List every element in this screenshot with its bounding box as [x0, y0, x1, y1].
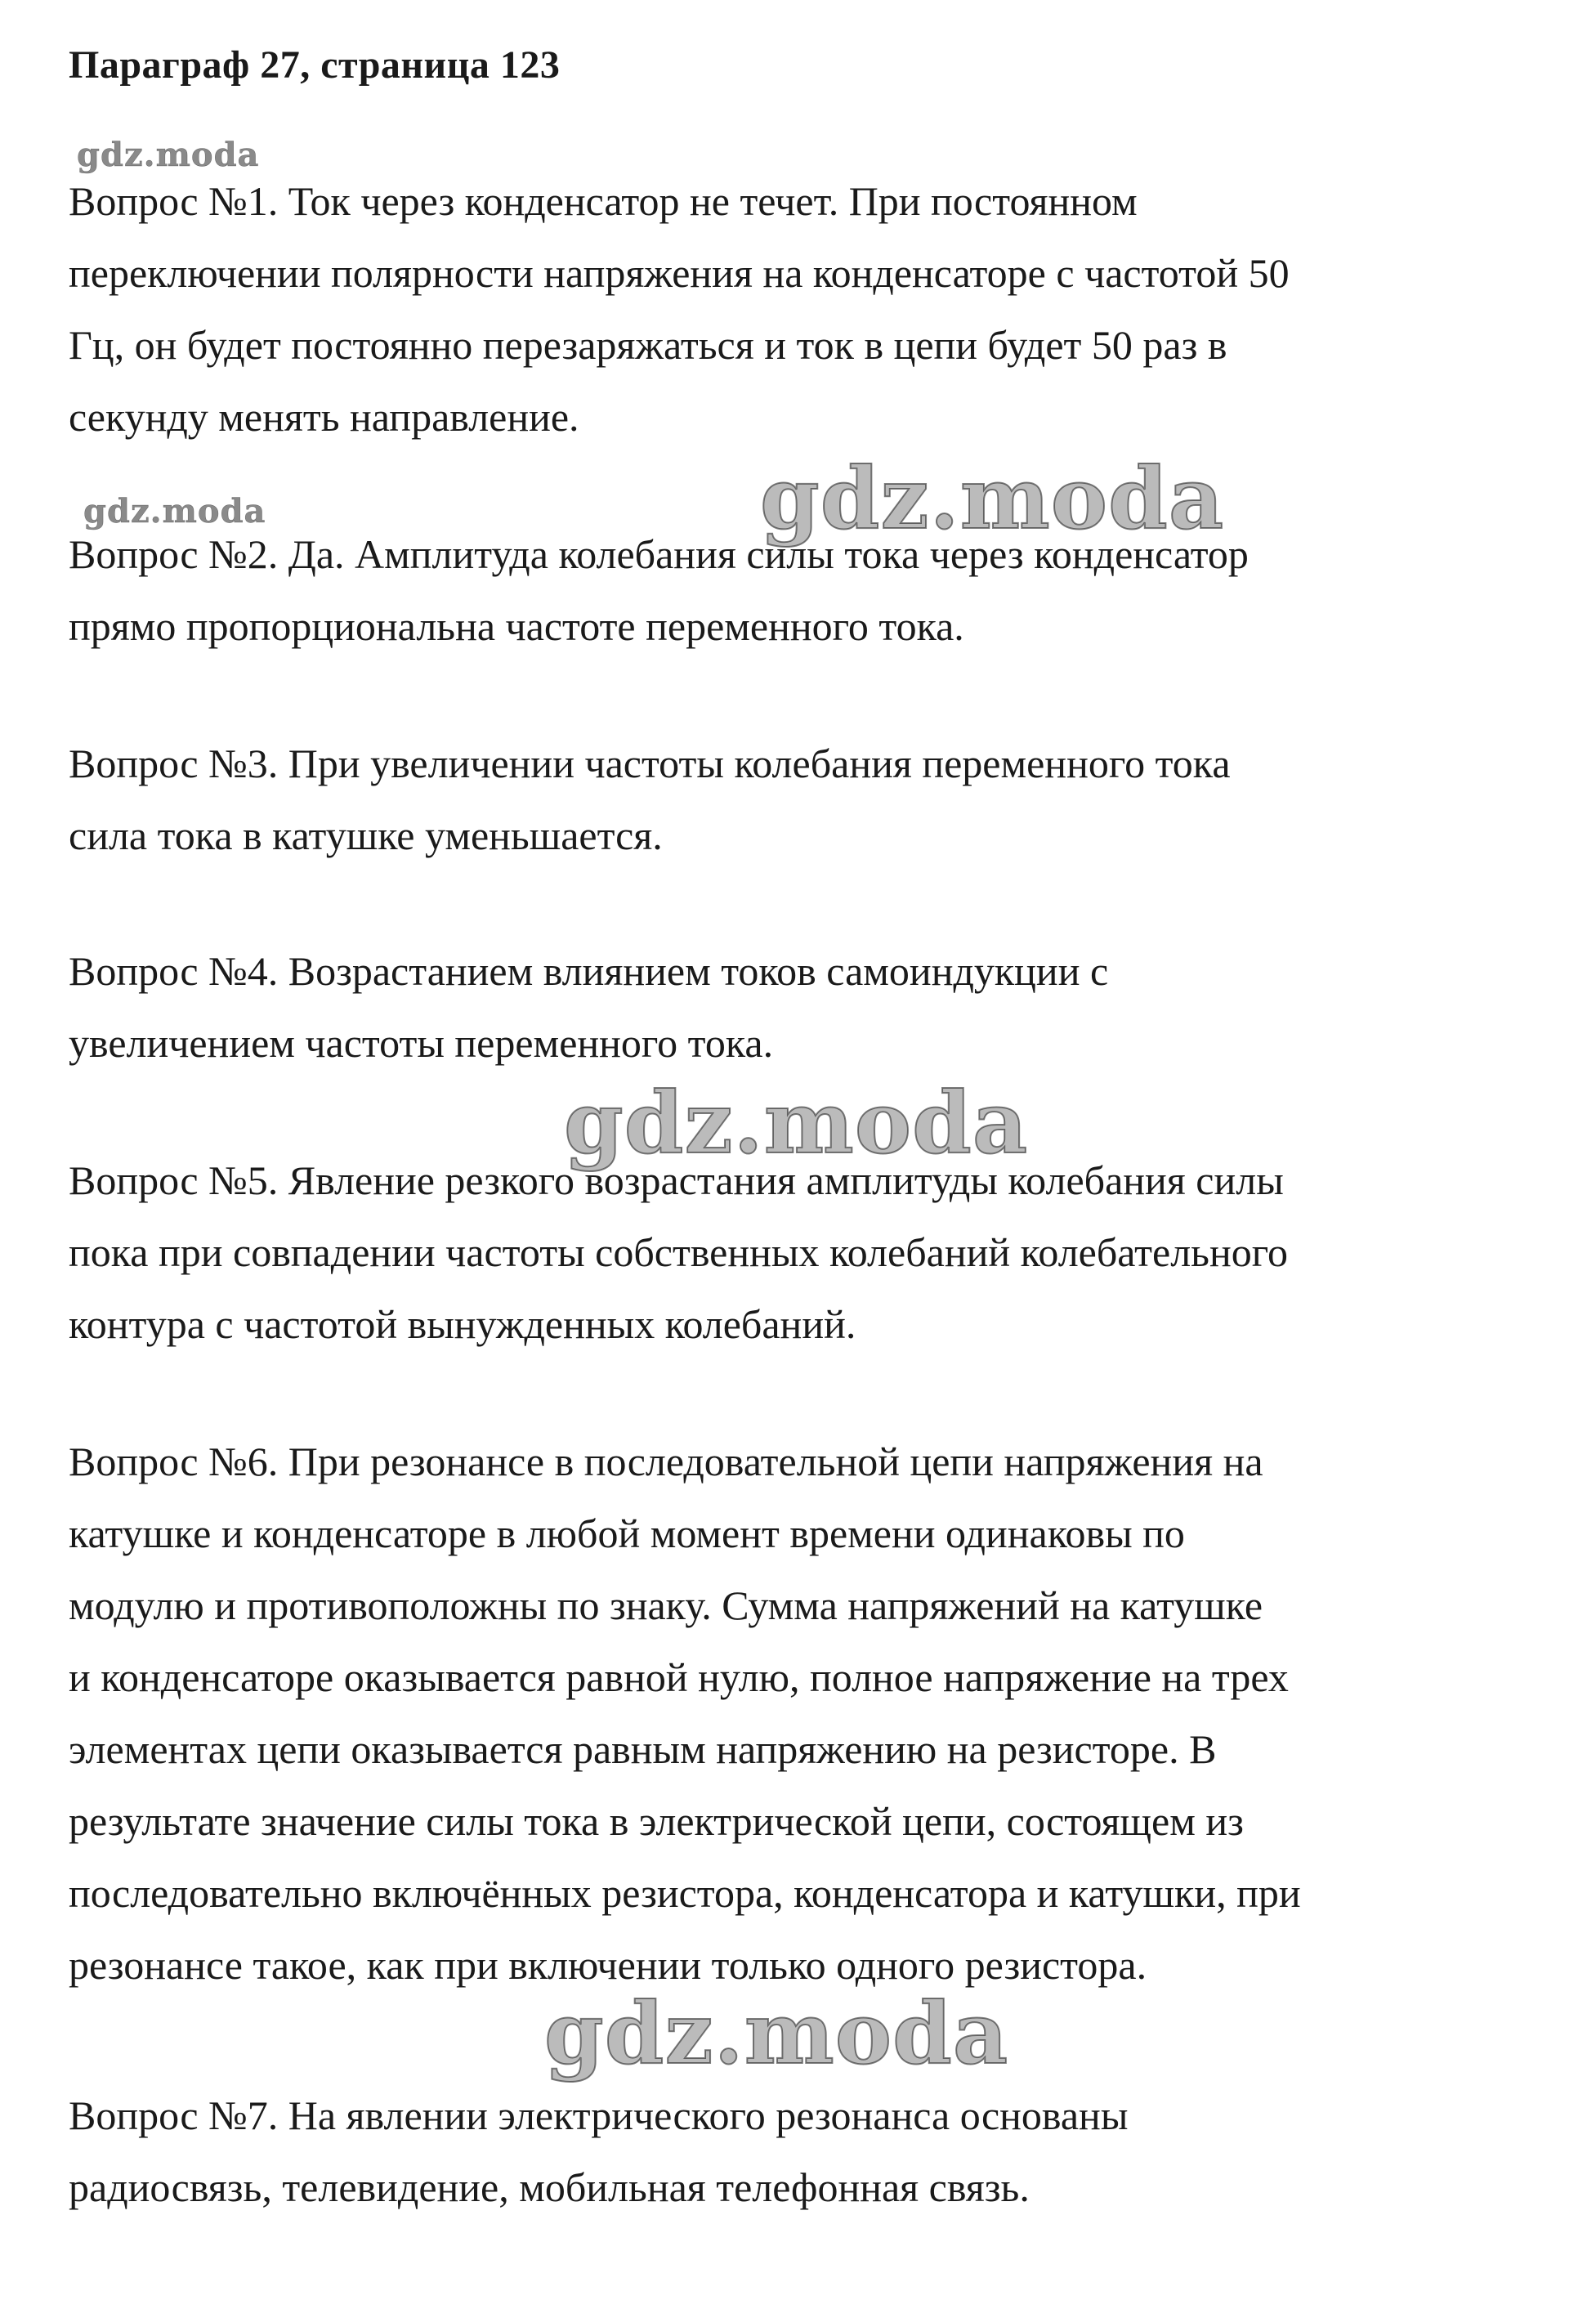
answer-line: Вопрос №2. Да. Амплитуда колебания силы тока через конденсатор	[69, 531, 1249, 577]
answer-line: элементах цепи оказывается равным напряжению на резисторе. В	[69, 1726, 1217, 1772]
answer-line: Вопрос №6. При резонансе в последовательной цепи напряжения на	[69, 1439, 1263, 1484]
answer-line: модулю и противоположны по знаку. Сумма напряжений на катушке	[69, 1582, 1263, 1628]
watermark-logo: gdz.moda	[77, 136, 260, 174]
answer-paragraph	[69, 1144, 1540, 1360]
answer-line: радиосвязь, телевидение, мобильная телефонная связь.	[69, 2164, 1030, 2210]
answer-line: последовательно включённых резистора, конденсатора и катушки, при	[69, 1870, 1301, 1916]
answer-line: катушке и конденсаторе в любой момент времени одинаковы по	[69, 1510, 1185, 1556]
answer-paragraph	[69, 935, 1540, 1079]
answer-line: Вопрос №1. Ток через конденсатор не течет. При постоянном	[69, 178, 1138, 224]
answer-line: резонансе такое, как при включении только одного резистора.	[69, 1942, 1147, 1988]
answer-line: Вопрос №7. На явлении электрического резонанса основаны	[69, 2092, 1129, 2138]
answer-line: секунду менять направление.	[69, 394, 579, 440]
answer-line: пока при совпадении частоты собственных колебаний колебательного	[69, 1229, 1288, 1275]
answer-paragraph	[69, 2079, 1540, 2223]
page-heading: Параграф 27, страница 123	[69, 43, 561, 87]
answer-paragraph	[69, 727, 1540, 871]
answer-line: и конденсаторе оказывается равной нулю, полное напряжение на трех	[69, 1654, 1289, 1700]
answer-line: увеличением частоты переменного тока.	[69, 1020, 774, 1066]
answer-paragraph	[69, 165, 1540, 453]
answer-paragraph	[69, 518, 1540, 662]
answer-line: контура с частотой вынужденных колебаний.	[69, 1301, 856, 1347]
answer-line: Вопрос №3. При увеличении частоты колебания переменного тока	[69, 741, 1231, 786]
answer-line: сила тока в катушке уменьшается.	[69, 812, 663, 858]
answer-line: Вопрос №5. Явление резкого возрастания амплитуды колебания силы	[69, 1157, 1284, 1203]
answer-line: прямо пропорциональна частоте переменного тока.	[69, 603, 964, 649]
answer-line: результате значение силы тока в электрической цепи, состоящем из	[69, 1798, 1244, 1844]
answer-line: переключении полярности напряжения на конденсаторе с частотой 50	[69, 250, 1290, 296]
watermark-logo: gdz.moda	[760, 448, 1225, 548]
watermark-logo: gdz.moda	[544, 1983, 1009, 2083]
answer-line: Вопрос №4. Возрастанием влиянием токов самоиндукции с	[69, 948, 1109, 994]
answer-paragraph	[69, 1425, 1540, 2001]
answer-line: Гц, он будет постоянно перезаряжаться и ток в цепи будет 50 раз в	[69, 322, 1227, 368]
watermark-logo: gdz.moda	[564, 1072, 1029, 1173]
watermark-logo: gdz.moda	[83, 492, 266, 530]
